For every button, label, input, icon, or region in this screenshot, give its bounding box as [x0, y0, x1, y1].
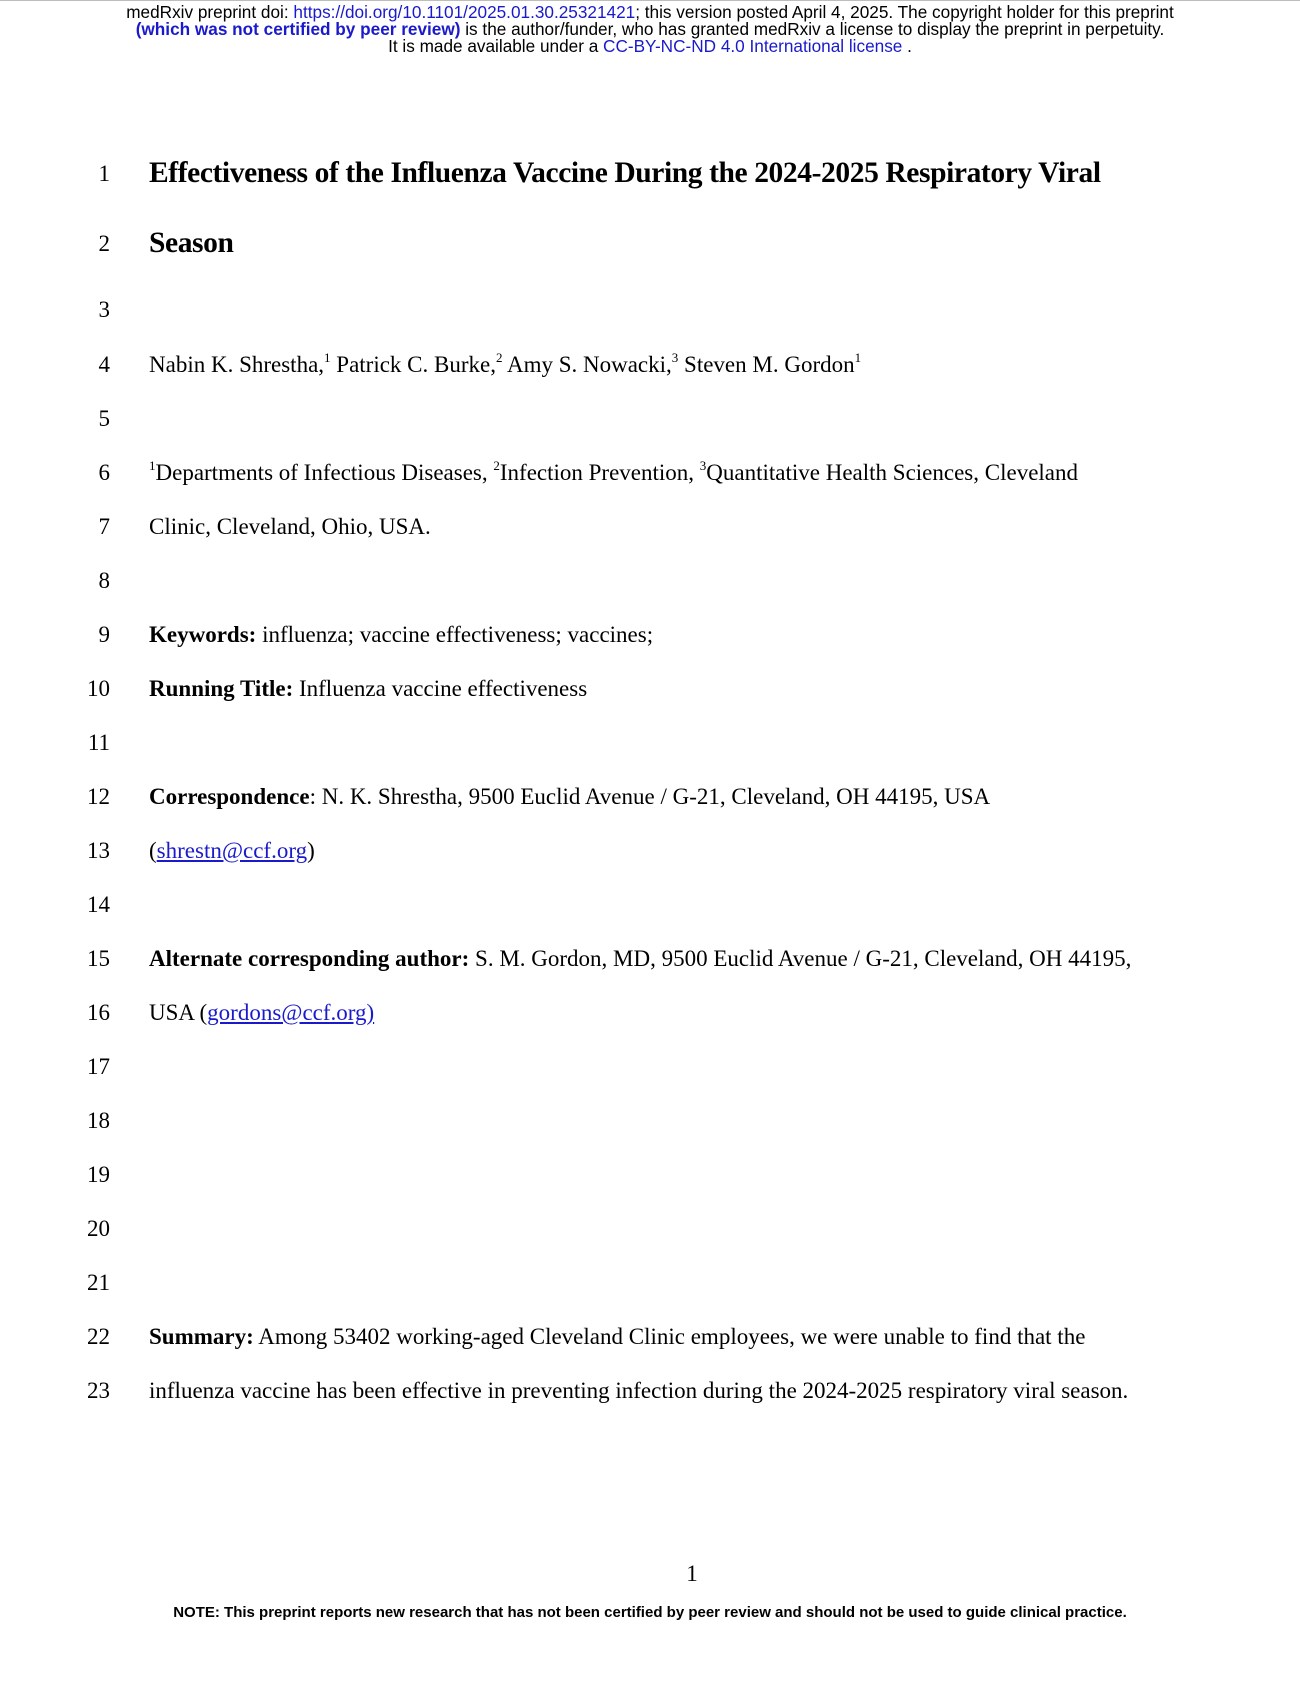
- affiliation-mark: 2: [493, 458, 500, 473]
- line-number: 12: [87, 784, 110, 809]
- line-number: 17: [87, 1054, 110, 1079]
- preprint-banner: [0, 4, 1300, 55]
- correspondence: [149, 783, 990, 811]
- author-affiliation-mark: 1: [854, 350, 862, 365]
- paren-close: ): [307, 838, 315, 863]
- line-number: 18: [87, 1108, 110, 1133]
- paper-title-line-2: Season: [149, 227, 234, 259]
- license-link[interactable]: CC-BY-NC-ND 4.0 International license: [603, 36, 903, 56]
- author-affiliation-mark: 3: [671, 350, 679, 365]
- correspondence-address: : N. K. Shrestha, 9500 Euclid Avenue / G-21, Cleveland, OH 44195, USA: [309, 784, 991, 809]
- doi-link[interactable]: https://doi.org/10.1101/2025.01.30.25321421: [293, 2, 636, 22]
- correspondence-email-link[interactable]: shrestn@ccf.org: [156, 838, 308, 863]
- affiliation-text: Departments of Infectious Diseases,: [155, 460, 494, 485]
- line-number: 22: [87, 1324, 110, 1349]
- summary-line-2: influenza vaccine has been effective in preventing infection during the 2024-2025 respiratory viral season.: [149, 1378, 1129, 1403]
- running-title-label: Running Title:: [149, 676, 294, 701]
- alternate-author-label: Alternate corresponding author:: [149, 946, 470, 971]
- banner-posted-text: ; this version posted April 4, 2025. The copyright holder for this preprint: [635, 2, 1174, 22]
- keywords-label: Keywords:: [149, 622, 257, 647]
- alternate-email-line: [149, 999, 374, 1027]
- line-number: 23: [87, 1378, 110, 1403]
- line-number: 6: [98, 460, 110, 485]
- summary-line-1: [149, 1323, 1085, 1351]
- author-name: Amy S. Nowacki,: [502, 352, 672, 377]
- running-title-value: Influenza vaccine effectiveness: [293, 676, 588, 701]
- correspondence-label: Correspondence: [149, 784, 310, 809]
- top-rule: [0, 0, 1300, 1]
- line-number: 2: [98, 231, 110, 256]
- running-title: [149, 675, 587, 703]
- banner-period: .: [902, 36, 912, 56]
- alternate-email-link[interactable]: gordons@ccf.org): [207, 1000, 375, 1025]
- banner-available-text: It is made available under a: [388, 36, 604, 56]
- author-name: Patrick C. Burke,: [330, 352, 496, 377]
- alternate-author: [149, 945, 1131, 973]
- line-number: 13: [87, 838, 110, 863]
- affiliations-line-2: Clinic, Cleveland, Ohio, USA.: [149, 514, 431, 539]
- line-number: 3: [98, 297, 110, 322]
- author-name: Steven M. Gordon: [678, 352, 855, 377]
- line-number: 16: [87, 1000, 110, 1025]
- line-number: 9: [98, 622, 110, 647]
- banner-license-text: is the author/funder, who has granted medRxiv a license to display the preprint in perpetuity.: [460, 19, 1165, 39]
- line-number: 14: [87, 892, 110, 917]
- correspondence-email-line: [149, 837, 315, 865]
- author-list: [149, 351, 861, 379]
- page-number: 1: [686, 1561, 698, 1586]
- paper-title-line-1: Effectiveness of the Influenza Vaccine During the 2024-2025 Respiratory Viral: [149, 157, 1101, 189]
- line-number: 21: [87, 1270, 110, 1295]
- keywords: [149, 621, 653, 649]
- line-number: 19: [87, 1162, 110, 1187]
- keywords-value: influenza; vaccine effectiveness; vaccines;: [256, 622, 654, 647]
- affiliation-text: Quantitative Health Sciences, Cleveland: [706, 460, 1079, 485]
- banner-doi-label: medRxiv preprint doi:: [126, 2, 294, 22]
- paren-open: (: [149, 838, 157, 863]
- author-affiliation-mark: 2: [495, 350, 503, 365]
- affiliation-mark: 3: [699, 458, 707, 473]
- summary-text: Among 53402 working-aged Cleveland Clinic employees, we were unable to find that the: [253, 1324, 1086, 1349]
- affiliation-mark: 1: [149, 458, 156, 473]
- line-number: 1: [98, 161, 110, 186]
- line-number: 7: [98, 514, 110, 539]
- alternate-author-address: S. M. Gordon, MD, 9500 Euclid Avenue / G-21, Cleveland, OH 44195,: [469, 946, 1132, 971]
- line-number: 5: [98, 406, 110, 431]
- author-affiliation-mark: 1: [324, 350, 331, 365]
- author-name: Nabin K. Shrestha,: [149, 352, 325, 377]
- affiliation-text: Infection Prevention,: [499, 460, 700, 485]
- line-number: 11: [87, 730, 110, 755]
- alternate-country: USA (: [149, 1000, 208, 1025]
- line-number: 20: [87, 1216, 110, 1241]
- summary-label: Summary:: [149, 1324, 254, 1349]
- peer-review-warning: (which was not certified by peer review): [135, 19, 461, 39]
- line-number: 15: [87, 946, 110, 971]
- banner-line-3: [0, 38, 1300, 55]
- line-number: 10: [87, 676, 110, 701]
- affiliations-line-1: [149, 459, 1078, 487]
- line-number: 4: [98, 352, 110, 377]
- footer-note: NOTE: This preprint reports new research that has not been certified by peer review and should not be used to guide clinical practice.: [173, 1604, 1127, 1621]
- line-number: 8: [98, 568, 110, 593]
